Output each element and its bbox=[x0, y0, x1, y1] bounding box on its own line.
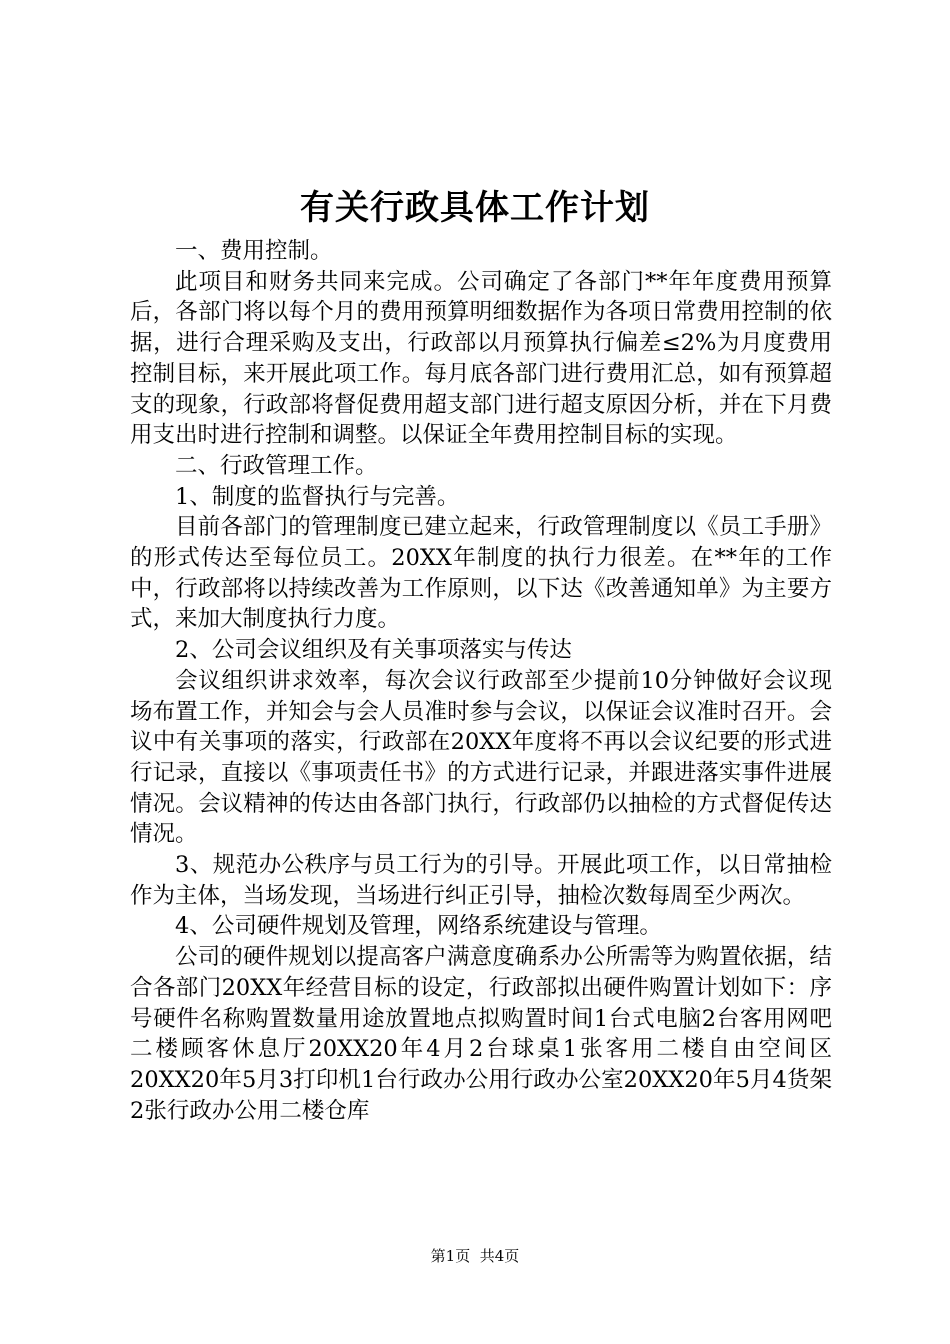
paragraph-office-order: 3、规范办公秩序与员工行为的引导。开展此项工作，以日常抽检作为主体，当场发现，当场进行纠正引导，抽检次数每周至少两次。 bbox=[130, 852, 832, 909]
document-body bbox=[130, 236, 832, 1126]
paragraph-cost-control: 此项目和财务共同来完成。公司确定了各部门**年年度费用预算后，各部门将以每个月的费用预算明细数据作为各项日常费用控制的依据，进行合理采购及支出，行政部以月预算执行偏差≤2%为月度费用控制目标，来开展此项工作。每月底各部门进行费用汇总，如有预算超支的现象，行政部将督促费用超支部门进行超支原因分析，并在下月费用支出时进行控制和调整。以保证全年费用控制目标的实现。 bbox=[130, 268, 832, 449]
paragraph-hardware-plan: 公司的硬件规划以提高客户满意度确系办公所需等为购置依据，结合各部门20XX年经营目标的设定，行政部拟出硬件购置计划如下：序号硬件名称购置数量用途放置地点拟购置时间1台式电脑2台客用网吧二楼顾客休息厅20XX20年4月2台球桌1张客用二楼自由空间区20XX20年5月3打印机1台行政办公用行政办公室20XX20年5月4货架2张行政办公用二楼仓库 bbox=[130, 944, 832, 1124]
section-heading-admin-management: 二、行政管理工作。 bbox=[175, 452, 378, 479]
page-footer bbox=[0, 1244, 950, 1268]
document-title: 有关行政具体工作计划 bbox=[300, 188, 650, 228]
subheading-meeting-organization: 2、公司会议组织及有关事项落实与传达 bbox=[175, 637, 572, 664]
paragraph-system-supervision: 目前各部门的管理制度已建立起来，行政管理制度以《员工手册》的形式传达至每位员工。20XX年制度的执行力很差。在**年的工作中，行政部将以持续改善为工作原则，以下达《改善通知单》为主要方式，来加大制度执行力度。 bbox=[130, 514, 832, 633]
paragraph-meeting-organization: 会议组织讲求效率，每次会议行政部至少提前10分钟做好会议现场布置工作，并知会与会人员准时参与会议，以保证会议准时召开。会议中有关事项的落实，行政部在20XX年度将不再以会议纪要的形式进行记录，直接以《事项责任书》的方式进行记录，并跟进落实事件进展情况。会议精神的传达由各部门执行，行政部仍以抽检的方式督促传达情况。 bbox=[130, 667, 832, 848]
subheading-hardware-network: 4、公司硬件规划及管理，网络系统建设与管理。 bbox=[175, 913, 662, 940]
page-total: 共4页 bbox=[479, 1247, 520, 1265]
page-number: 第1页 bbox=[430, 1247, 471, 1265]
section-heading-cost-control: 一、费用控制。 bbox=[175, 238, 333, 264]
subheading-system-supervision: 1、制度的监督执行与完善。 bbox=[175, 483, 460, 510]
